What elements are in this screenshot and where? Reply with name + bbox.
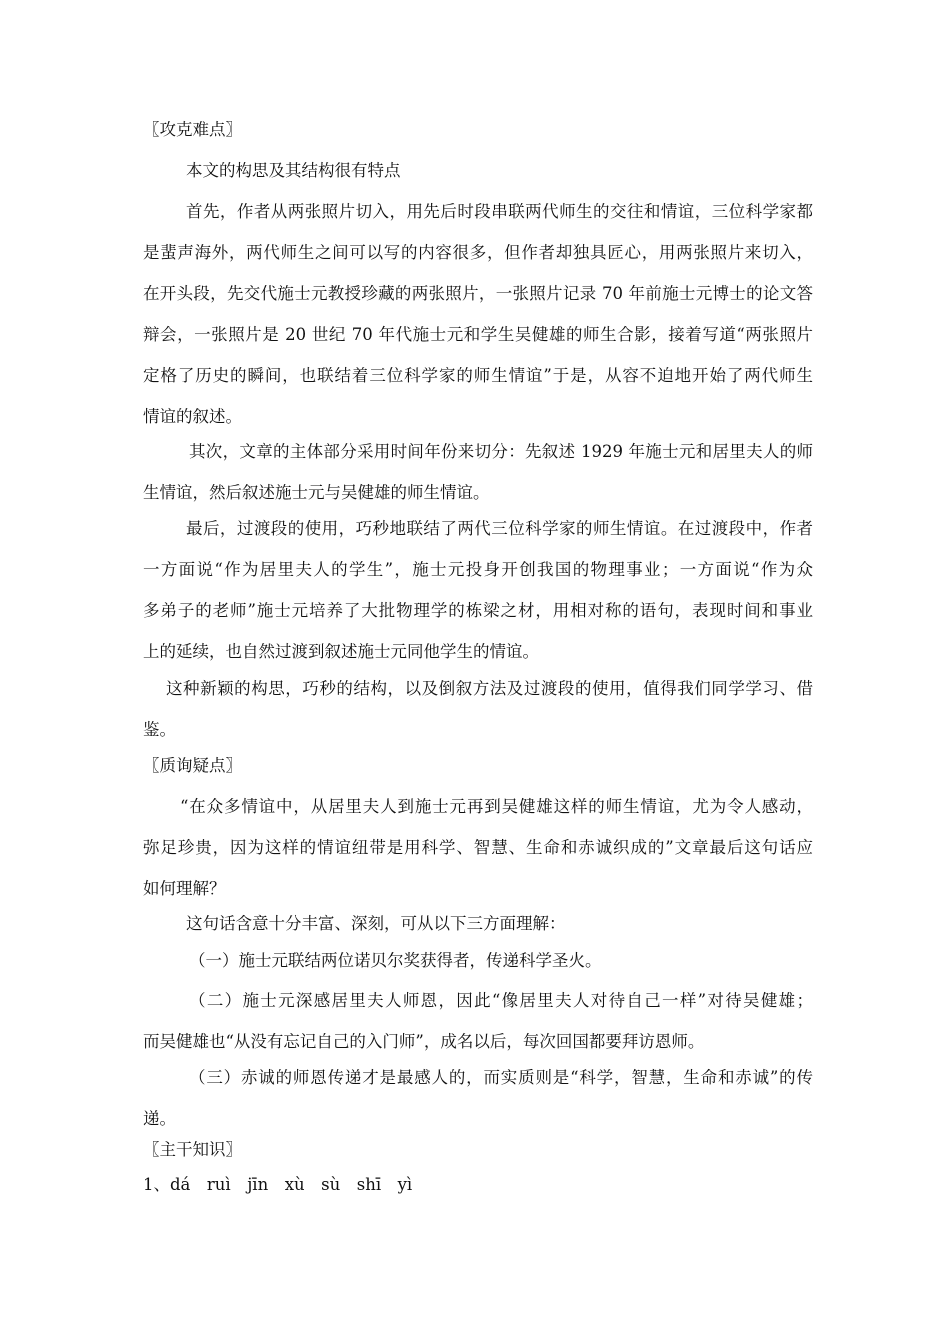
paragraph-first-line-3: 在开头段，先交代施士元教授珍藏的两张照片，一张照片记录 70 年前施士元博士的论文答 bbox=[143, 284, 813, 303]
question-line-2: 弥足珍贵，因为这样的情谊纽带是用科学、智慧、生命和赤诚织成的”文章最后这句话应 bbox=[143, 838, 813, 857]
answer-intro: 这句话含意十分丰富、深刻，可从以下三方面理解： bbox=[186, 914, 566, 933]
paragraph-first-line-2: 是蜚声海外，两代师生之间可以写的内容很多，但作者却独具匠心，用两张照片来切入， bbox=[143, 243, 813, 262]
paragraph-first-line-4: 辩会，一张照片是 20 世纪 70 年代施士元和学生吴健雄的师生合影，接着写道“两张照片 bbox=[143, 325, 813, 344]
paragraph-first-line-5: 定格了历史的瞬间，也联结着三位科学家的师生情谊”于是，从容不迫地开始了两代师生 bbox=[143, 366, 813, 385]
paragraph-third-line-2: 一方面说“作为居里夫人的学生”，施士元投身开创我国的物理事业；一方面说“作为众 bbox=[143, 560, 813, 579]
pinyin-item-1: 1、dá ruì jīn xù sù shī yì bbox=[143, 1175, 413, 1194]
heading-difficult-points: 〖攻克难点〗 bbox=[143, 120, 242, 139]
paragraph-first-line-1: 首先，作者从两张照片切入，用先后时段串联两代师生的交往和情谊，三位科学家都 bbox=[186, 202, 813, 221]
heading-questions: 〖质询疑点〗 bbox=[143, 756, 242, 775]
question-line-1: “在众多情谊中，从居里夫人到施士元再到吴健雄这样的师生情谊，尤为令人感动， bbox=[180, 797, 813, 816]
answer-two-line-1: （二）施士元深感居里夫人师恩，因此“像居里夫人对待自己一样”对待吴健雄； bbox=[189, 991, 813, 1010]
paragraph-second-line-1: 其次，文章的主体部分采用时间年份来切分：先叙述 1929 年施士元和居里夫人的师 bbox=[189, 442, 813, 461]
intro-line: 本文的构思及其结构很有特点 bbox=[186, 161, 401, 180]
paragraph-second-line-2: 生情谊，然后叙述施士元与吴健雄的师生情谊。 bbox=[143, 483, 490, 502]
answer-three-line-1: （三）赤诚的师恩传递才是最感人的，而实质则是“科学，智慧，生命和赤诚”的传 bbox=[189, 1068, 813, 1087]
paragraph-third-line-4: 上的延续，也自然过渡到叙述施士元同他学生的情谊。 bbox=[143, 642, 539, 661]
question-line-3: 如何理解？ bbox=[143, 879, 226, 898]
paragraph-fourth-line-2: 鉴。 bbox=[143, 720, 176, 739]
answer-one: （一）施士元联结两位诺贝尔奖获得者，传递科学圣火。 bbox=[189, 951, 602, 970]
paragraph-first-line-6: 情谊的叙述。 bbox=[143, 407, 242, 426]
answer-three-line-2: 递。 bbox=[143, 1109, 176, 1128]
answer-two-line-2: 而吴健雄也“从没有忘记自己的入门师”，成名以后，每次回国都要拜访恩师。 bbox=[143, 1032, 705, 1051]
heading-knowledge: 〖主干知识〗 bbox=[143, 1140, 242, 1159]
paragraph-third-line-1: 最后，过渡段的使用，巧秒地联结了两代三位科学家的师生情谊。在过渡段中，作者 bbox=[186, 519, 813, 538]
paragraph-fourth-line-1: 这种新颖的构思，巧秒的结构，以及倒叙方法及过渡段的使用，值得我们同学学习、借 bbox=[166, 679, 813, 698]
paragraph-third-line-3: 多弟子的老师”施士元培养了大批物理学的栋梁之材，用相对称的语句，表现时间和事业 bbox=[143, 601, 813, 620]
